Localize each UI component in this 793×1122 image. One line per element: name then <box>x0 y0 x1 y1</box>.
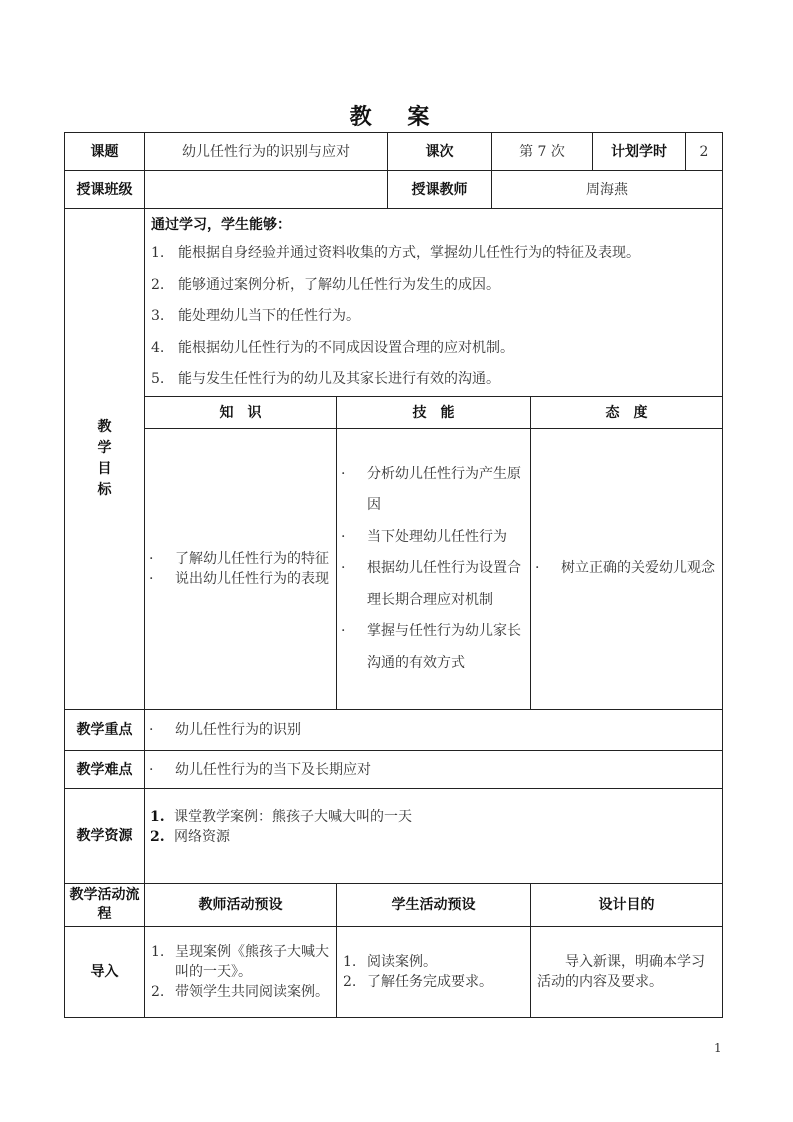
difficulties-label: 教学难点 <box>64 750 145 789</box>
list-item <box>337 459 524 522</box>
difficulties-text: 幼儿任性行为的当下及长期应对 <box>175 761 371 778</box>
item-text: 带领学生共同阅读案例。 <box>175 984 329 1000</box>
list-item <box>151 306 640 338</box>
item-text: 能处理幼儿当下的任性行为。 <box>178 308 360 324</box>
activities-label: 教学活动流程 <box>64 883 145 927</box>
list-item <box>150 807 412 827</box>
bullet: · <box>535 560 540 577</box>
topic-value: 幼儿任性行为的识别与应对 <box>144 132 388 171</box>
list-item <box>151 243 640 275</box>
item-number: 2. <box>151 276 165 293</box>
list-item <box>150 827 412 847</box>
skills-cell <box>336 428 531 710</box>
objectives-label-text: 教学目标 <box>97 419 112 498</box>
item-text: 课堂教学案例：熊孩子大喊大叫的一天 <box>174 809 412 825</box>
attitude-header: 态 度 <box>530 396 723 429</box>
attitude-cell <box>530 428 723 710</box>
list-item <box>151 982 330 1002</box>
bullet: · <box>149 571 154 587</box>
page-number: 1 <box>714 1041 722 1055</box>
item-text: 阅读案例。 <box>367 954 437 970</box>
teacher-value: 周海燕 <box>491 170 723 209</box>
list-item <box>337 616 524 679</box>
list-item <box>151 275 640 307</box>
knowledge-header: 知 识 <box>144 396 337 429</box>
session-label: 课次 <box>387 132 492 171</box>
item-number: 5. <box>151 371 165 387</box>
item-text: 能根据自身经验并通过资料收集的方式，掌握幼儿任性行为的特征及表现。 <box>178 245 640 261</box>
objectives-list <box>151 243 640 401</box>
item-text: 呈现案例《熊孩子大喊大叫的一天》。 <box>175 944 329 980</box>
difficulties-cell <box>144 750 723 789</box>
list-item <box>151 338 640 370</box>
objectives-intro-cell <box>144 208 723 397</box>
item-text: 当下处理幼儿任性行为 <box>367 528 507 545</box>
student-activity-header: 学生活动预设 <box>336 883 531 927</box>
session-value: 第 7 次 <box>491 132 593 171</box>
list-item <box>145 569 329 589</box>
item-text: 了解幼儿任性行为的特征 <box>175 551 329 567</box>
item-text: 了解任务完成要求。 <box>367 974 493 990</box>
list-item <box>151 942 330 982</box>
hours-label: 计划学时 <box>592 132 686 171</box>
item-number: 2. <box>150 829 165 845</box>
skills-list <box>337 459 524 680</box>
knowledge-list <box>145 549 329 589</box>
bullet: · <box>341 623 346 640</box>
document-title: 教 案 <box>349 105 444 130</box>
purpose-text: 导入新课，明确本学习活动的内容及要求。 <box>537 954 705 990</box>
class-value <box>144 170 388 209</box>
student-activity-cell <box>336 926 531 1018</box>
stage-intro-label: 导入 <box>64 926 145 1018</box>
attitude-list <box>531 553 715 585</box>
bullet: · <box>341 560 346 577</box>
objectives-intro: 通过学习，学生能够： <box>151 217 291 233</box>
item-text: 网络资源 <box>174 829 230 845</box>
student-activity-list <box>343 952 493 992</box>
item-text: 说出幼儿任性行为的表现 <box>175 571 329 587</box>
item-number: 2. <box>343 974 357 990</box>
item-text: 树立正确的关爱幼儿观念 <box>561 560 715 577</box>
key-points-label: 教学重点 <box>64 709 145 751</box>
item-text: 能根据幼儿任性行为的不同成因设置合理的应对机制。 <box>178 339 514 356</box>
item-number: 1. <box>151 944 165 960</box>
item-number: 1. <box>343 954 357 970</box>
item-text: 能与发生任性行为的幼儿及其家长进行有效的沟通。 <box>178 371 500 387</box>
item-number: 3. <box>151 308 165 324</box>
list-item <box>145 549 329 569</box>
bullet: · <box>149 551 154 567</box>
item-number: 4. <box>151 339 165 356</box>
knowledge-cell <box>144 428 337 710</box>
teacher-label: 授课教师 <box>387 170 492 209</box>
teacher-activity-list <box>151 942 330 1002</box>
purpose-cell <box>530 926 723 1018</box>
item-text: 根据幼儿任性行为设置合理长期合理应对机制 <box>367 560 521 608</box>
class-label: 授课班级 <box>64 170 145 209</box>
list-item <box>337 553 524 616</box>
item-text: 分析幼儿任性行为产生原因 <box>367 465 521 514</box>
resources-list <box>150 807 412 847</box>
item-text: 掌握与任性行为幼儿家长沟通的有效方式 <box>367 623 521 671</box>
bullet: · <box>149 722 154 738</box>
resources-cell <box>144 788 723 884</box>
list-item <box>531 553 715 585</box>
bullet: · <box>149 761 154 778</box>
key-points-cell <box>144 709 723 751</box>
item-number: 1. <box>150 809 165 825</box>
item-text: 能够通过案例分析，了解幼儿任性行为发生的成因。 <box>178 276 500 293</box>
item-number: 1. <box>151 245 165 261</box>
key-points-text: 幼儿任性行为的识别 <box>175 722 301 738</box>
objectives-label <box>64 208 145 710</box>
skills-header: 技 能 <box>336 396 531 429</box>
list-item <box>343 952 493 972</box>
list-item <box>337 522 524 554</box>
resources-label: 教学资源 <box>64 788 145 884</box>
bullet: · <box>341 465 346 482</box>
teacher-activity-cell <box>144 926 337 1018</box>
list-item <box>343 972 493 992</box>
teacher-activity-header: 教师活动预设 <box>144 883 337 927</box>
topic-label: 课题 <box>64 132 145 171</box>
purpose-header: 设计目的 <box>530 883 723 927</box>
hours-value: 2 <box>685 132 723 171</box>
item-number: 2. <box>151 984 165 1000</box>
bullet: · <box>341 528 346 545</box>
